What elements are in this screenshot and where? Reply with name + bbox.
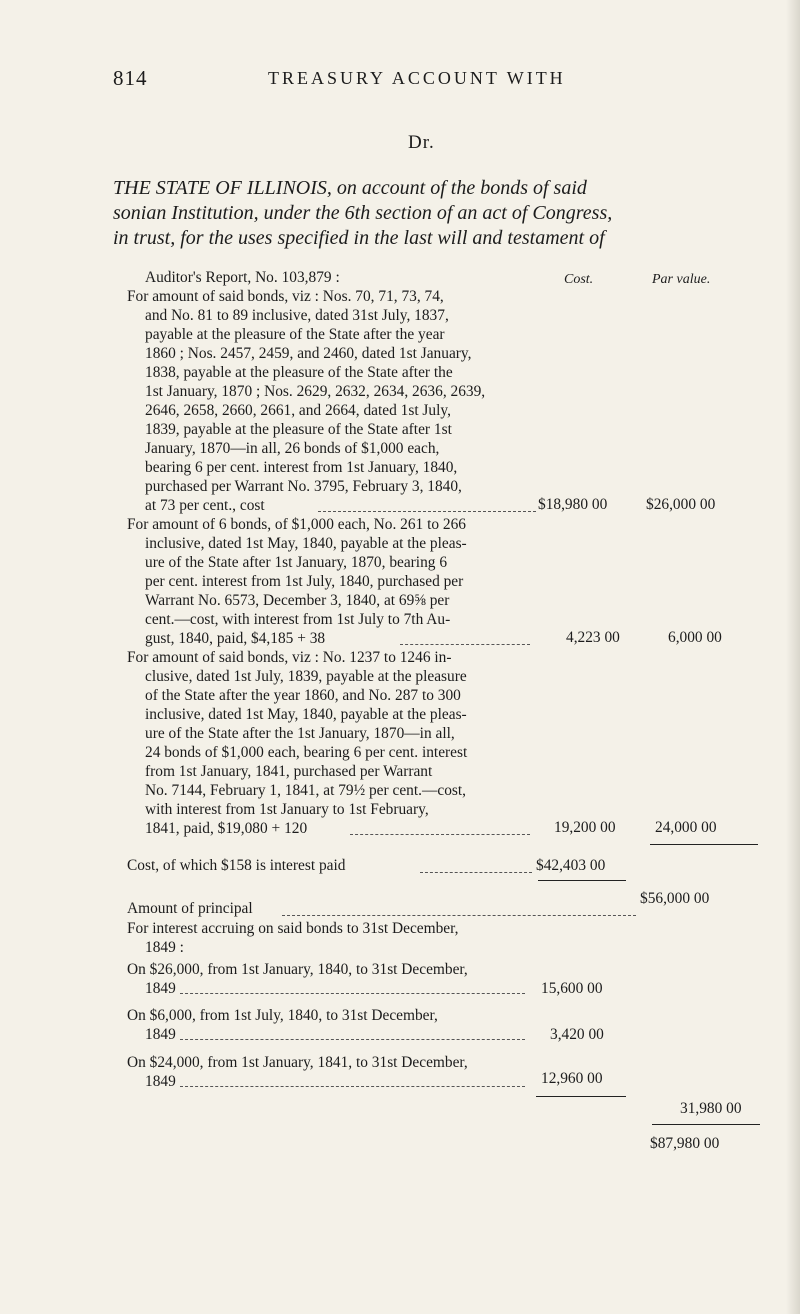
entry-line: at 73 per cent., cost: [145, 497, 265, 514]
entry-line: purchased per Warrant No. 3795, February 3, 1840,: [145, 478, 462, 495]
interest-item-2-value: 3,420 00: [550, 1026, 604, 1043]
interest-total-rule: [536, 1096, 626, 1097]
running-head: TREASURY ACCOUNT WITH: [268, 68, 566, 88]
entry-2-cost: 4,223 00: [566, 629, 620, 646]
cost-total-label: Cost, of which $158 is interest paid: [127, 857, 346, 874]
entry-line: Warrant No. 6573, December 3, 1840, at 69⅝ per: [145, 592, 450, 609]
dot-leader: [420, 872, 532, 873]
entry-line: 1841, paid, $19,080 + 120: [145, 820, 308, 837]
entry-line: 1838, payable at the pleasure of the State after the: [145, 364, 453, 381]
entry-line: inclusive, dated 1st May, 1840, payable at the pleas-: [145, 535, 467, 552]
principal-label: Amount of principal: [127, 900, 253, 917]
entry-line: For interest accruing on said bonds to 31st December,: [127, 920, 459, 937]
entry-2-par-value: 6,000 00: [668, 629, 722, 646]
entry-3-text: [127, 648, 467, 838]
entry-line: clusive, dated 1st July, 1839, payable at the pleasure: [145, 668, 467, 685]
entry-line: inclusive, dated 1st May, 1840, payable at the pleas-: [145, 706, 467, 723]
dot-leader: [400, 644, 530, 645]
page-number: 814: [113, 66, 148, 90]
par-total-rule: [650, 844, 758, 845]
entry-line: 1849: [145, 1073, 176, 1090]
entry-line: 24 bonds of $1,000 each, bearing 6 per cent. interest: [145, 744, 468, 761]
entry-line: 1st January, 1870 ; Nos. 2629, 2632, 2634, 2636, 2639,: [145, 383, 486, 400]
entry-line: and No. 81 to 89 inclusive, dated 31st July, 1837,: [145, 307, 449, 324]
interest-heading: [127, 919, 459, 957]
entry-line: January, 1870—in all, 26 bonds of $1,000 each,: [145, 440, 440, 457]
entry-line: On $26,000, from 1st January, 1840, to 31st December,: [127, 961, 468, 978]
cost-total-value: $42,403 00: [536, 857, 606, 874]
dot-leader: [350, 834, 530, 835]
entry-line: Auditor's Report, No. 103,879 :: [145, 269, 340, 286]
entry-line: payable at the pleasure of the State after the year: [145, 326, 445, 343]
entry-line: cent.—cost, with interest from 1st July to 7th Au-: [145, 611, 451, 628]
entry-line: 1860 ; Nos. 2457, 2459, and 2460, dated 1st January,: [145, 345, 472, 362]
entry-1-text: [127, 268, 485, 515]
entry-1-par-value: $26,000 00: [646, 496, 716, 513]
title-line: THE STATE OF ILLINOIS, on account of the bonds of said: [113, 177, 587, 199]
entry-line: For amount of said bonds, viz : Nos. 70, 71, 73, 74,: [127, 288, 444, 305]
entry-line: ure of the State after 1st January, 1870, bearing 6: [145, 554, 448, 571]
title-line: in trust, for the uses specified in the last will and testament of: [113, 227, 605, 249]
entry-line: bearing 6 per cent. interest from 1st January, 1840,: [145, 459, 458, 476]
grand-total-rule: [652, 1124, 760, 1125]
interest-item-3-value: 12,960 00: [541, 1070, 603, 1087]
entry-line: On $6,000, from 1st July, 1840, to 31st December,: [127, 1007, 438, 1024]
entry-line: 2646, 2658, 2660, 2661, and 2664, dated 1st July,: [145, 402, 451, 419]
dot-leader: [180, 993, 525, 994]
entry-line: No. 7144, February 1, 1841, at 79½ per cent.—cost,: [145, 782, 467, 799]
principal-value: $56,000 00: [640, 890, 710, 907]
debit-side-label: Dr.: [408, 132, 435, 153]
entry-line: with interest from 1st January to 1st February,: [145, 801, 429, 818]
grand-total-value: $87,980 00: [650, 1135, 720, 1152]
entry-3-cost: 19,200 00: [554, 819, 616, 836]
entry-line: of the State after the year 1860, and No. 287 to 300: [145, 687, 461, 704]
entry-line: For amount of said bonds, viz : No. 1237 to 1246 in-: [127, 649, 452, 666]
entry-line: ure of the State after the 1st January, 1870—in all,: [145, 725, 455, 742]
dot-leader: [180, 1086, 525, 1087]
entry-line: For amount of 6 bonds, of $1,000 each, No. 261 to 266: [127, 516, 466, 533]
interest-total-value: 31,980 00: [680, 1100, 742, 1117]
entry-line: gust, 1840, paid, $4,185 + 38: [145, 630, 326, 647]
entry-line: 1849: [145, 980, 176, 997]
entry-line: 1839, payable at the pleasure of the State after 1st: [145, 421, 452, 438]
entry-3-par-value: 24,000 00: [655, 819, 717, 836]
account-title: [113, 176, 763, 251]
dot-leader: [282, 915, 636, 916]
dot-leader: [180, 1039, 525, 1040]
page-header: [0, 66, 800, 96]
entry-line: 1849: [145, 1026, 176, 1043]
interest-item-1-value: 15,600 00: [541, 980, 603, 997]
cost-total-rule: [538, 880, 626, 881]
cost-column-header: Cost.: [564, 272, 594, 287]
entry-line: per cent. interest from 1st July, 1840, purchased per: [145, 573, 464, 590]
par-value-column-header: Par value.: [652, 272, 711, 287]
dot-leader: [318, 511, 536, 512]
entry-line: 1849 :: [145, 939, 184, 956]
entry-2-text: [127, 515, 467, 648]
title-line: sonian Institution, under the 6th section of an act of Congress,: [113, 202, 613, 224]
entry-line: On $24,000, from 1st January, 1841, to 31st December,: [127, 1054, 468, 1071]
entry-1-cost: $18,980 00: [538, 496, 608, 513]
entry-line: from 1st January, 1841, purchased per Warrant: [145, 763, 433, 780]
page-edge-shadow: [786, 0, 800, 1314]
